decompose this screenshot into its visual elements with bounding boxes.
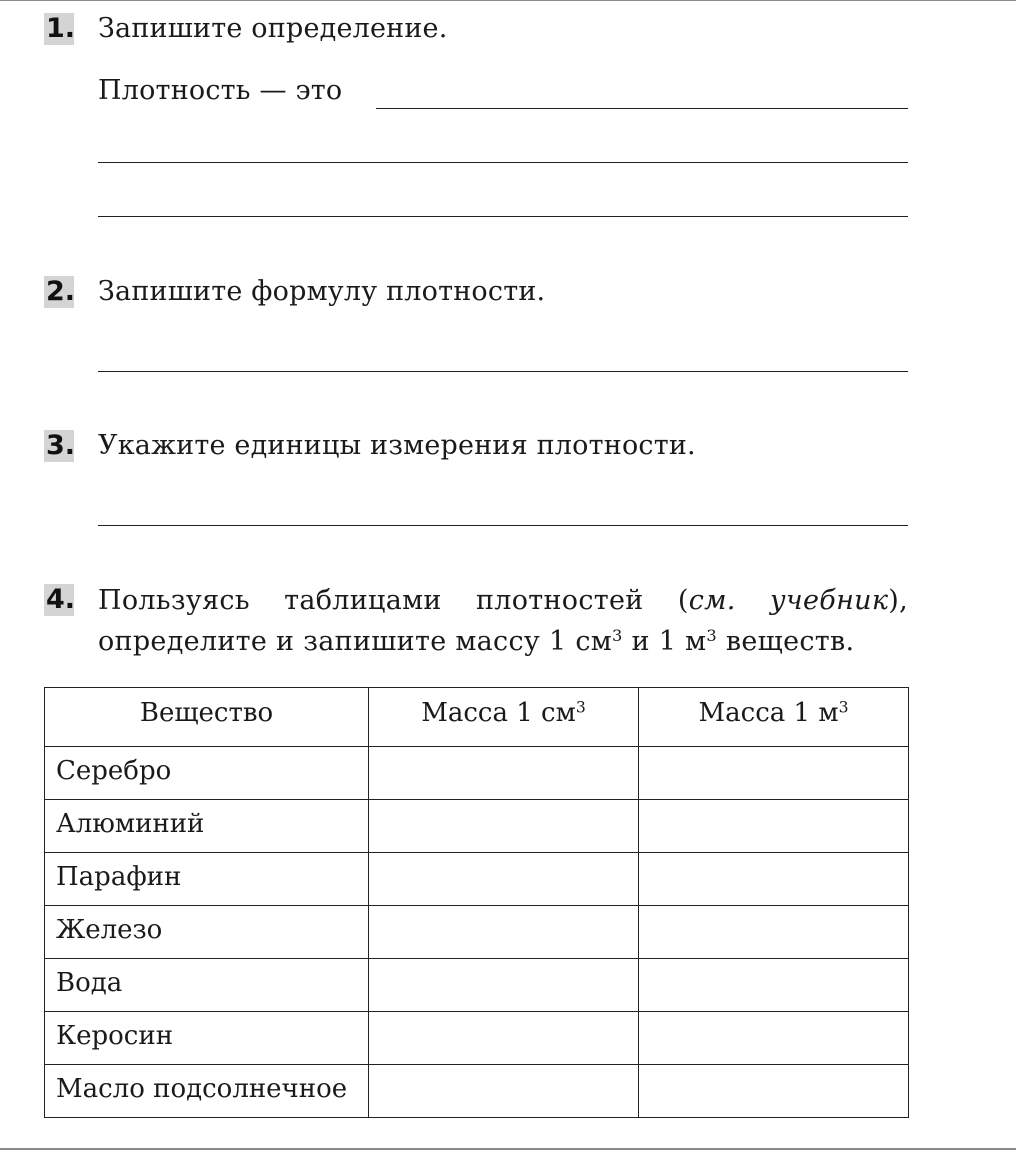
page-top-border <box>0 0 1016 1</box>
mass-m3-answer-cell[interactable] <box>639 906 909 959</box>
answer-line-1a[interactable] <box>376 108 908 109</box>
mass-m3-answer-cell[interactable] <box>639 959 909 1012</box>
task-1-number: 1. <box>46 13 76 44</box>
table-row <box>45 906 909 959</box>
table-row <box>45 853 909 906</box>
table-row <box>45 800 909 853</box>
mass-m3-answer-cell[interactable] <box>639 1065 909 1118</box>
textbook-reference: см. учебник <box>688 585 889 616</box>
header-substance: Вещество <box>45 688 369 747</box>
table-header-row <box>45 688 909 747</box>
mass-cm3-answer-cell[interactable] <box>369 959 639 1012</box>
mass-cm3-answer-cell[interactable] <box>369 747 639 800</box>
answer-line-3[interactable] <box>98 525 908 526</box>
substance-cell: Серебро <box>45 747 369 800</box>
page-bottom-border <box>0 1148 1016 1150</box>
task-3-text: Укажите единицы измерения плотности. <box>98 430 696 461</box>
substance-cell: Железо <box>45 906 369 959</box>
table-row <box>45 1065 909 1118</box>
substance-cell: Масло подсолнечное <box>45 1065 369 1118</box>
mass-cm3-answer-cell[interactable] <box>369 853 639 906</box>
mass-cm3-answer-cell[interactable] <box>369 906 639 959</box>
table-row <box>45 1012 909 1065</box>
answer-line-1b[interactable] <box>98 162 908 163</box>
mass-cm3-answer-cell[interactable] <box>369 1012 639 1065</box>
task-4-number: 4. <box>46 584 76 615</box>
mass-m3-answer-cell[interactable] <box>639 800 909 853</box>
table-row <box>45 959 909 1012</box>
mass-m3-answer-cell[interactable] <box>639 747 909 800</box>
header-mass-m3: Масса 1 $м^3$ <box>639 688 909 747</box>
task-2-number: 2. <box>46 276 76 307</box>
task-1-text: Запишите определение. <box>98 13 448 44</box>
substance-cell: Керосин <box>45 1012 369 1065</box>
mass-m3-answer-cell[interactable] <box>639 853 909 906</box>
mass-cm3-answer-cell[interactable] <box>369 1065 639 1118</box>
task-2-text: Запишите формулу плотности. <box>98 276 546 307</box>
mass-m3-answer-cell[interactable] <box>639 1012 909 1065</box>
substance-cell: Алюминий <box>45 800 369 853</box>
answer-line-2[interactable] <box>98 371 908 372</box>
header-mass-cm3: Масса 1 $см^3$ <box>369 688 639 747</box>
answer-line-1c[interactable] <box>98 216 908 217</box>
table-row <box>45 747 909 800</box>
substance-cell: Вода <box>45 959 369 1012</box>
task-3-number: 3. <box>46 430 76 461</box>
task-1-prompt: Плотность — это <box>98 75 343 106</box>
substance-cell: Парафин <box>45 853 369 906</box>
task-4-line-1: Пользуясь таблицами плотностей (см. учебник), <box>98 585 908 616</box>
task-4-line-2: определите и запишите массу 1 $см^3$ и 1 $м^3$ веществ. <box>98 626 855 657</box>
task-4-text <box>98 580 908 662</box>
mass-cm3-answer-cell[interactable] <box>369 800 639 853</box>
density-mass-table <box>44 687 909 1118</box>
